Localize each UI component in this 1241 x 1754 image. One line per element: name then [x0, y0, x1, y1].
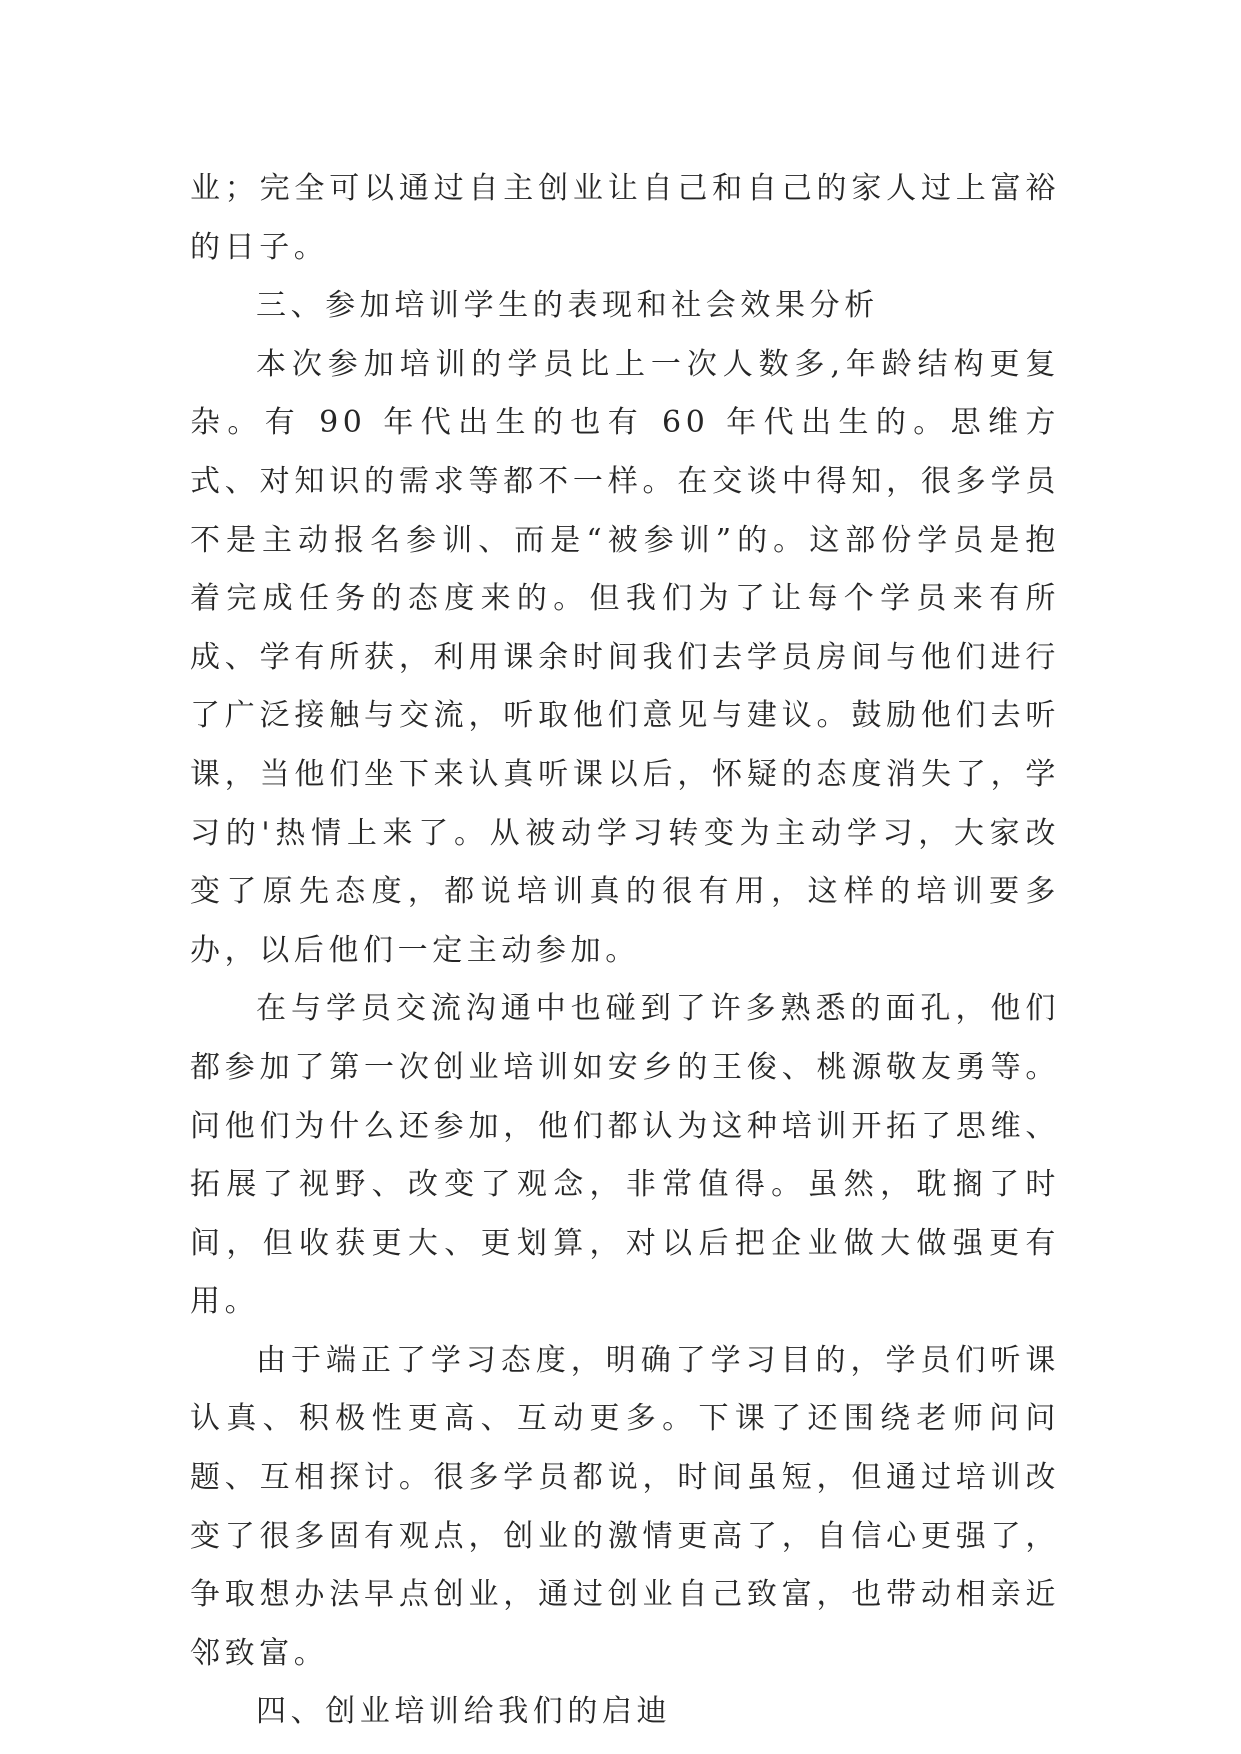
document-body — [190, 160, 1060, 1742]
paragraph-continuation: 业；完全可以通过自主创业让自己和自己的家人过上富裕的日子。 — [190, 171, 1060, 265]
section-heading-4: 四、创业培训给我们的启迪 — [256, 1694, 672, 1730]
paragraph-learning-attitude: 由于端正了学习态度，明确了学习目的，学员们听课认真、积极性更高、互动更多。下课了还围绕老师问问题、互相探讨。很多学员都说，时间虽短，但通过培训改变了很多固有观点，创业的激情更高了，自信心更强了，争取想办法早点创业，通过创业自己致富，也带动相亲近邻致富。 — [190, 1342, 1060, 1671]
paragraph-trainee-performance: 本次参加培训的学员比上一次人数多,年龄结构更复杂。有 90 年代出生的也有 60 年代出生的。思维方式、对知识的需求等都不一样。在交谈中得知，很多学员不是主动报名参训、而是“被参训”的。这部份学员是抱着完成任务的态度来的。但我们为了让每个学员来有所成、学有所获，利用课余时间我们去学员房间与他们进行了广泛接触与交流，听取他们意见与建议。鼓励他们去听课，当他们坐下来认真听课以后，怀疑的态度消失了，学习的'热情上来了。从被动学习转变为主动学习，大家改变了原先态度，都说培训真的很有用，这样的培训要多办，以后他们一定主动参加。 — [190, 346, 1060, 968]
section-heading-3: 三、参加培训学生的表现和社会效果分析 — [256, 288, 879, 324]
paragraph-familiar-faces: 在与学员交流沟通中也碰到了许多熟悉的面孔，他们都参加了第一次创业培训如安乡的王俊、桃源敬友勇等。问他们为什么还参加，他们都认为这种培训开拓了思维、拓展了视野、改变了观念，非常值得。虽然，耽搁了时间，但收获更大、更划算，对以后把企业做大做强更有用。 — [190, 991, 1060, 1320]
